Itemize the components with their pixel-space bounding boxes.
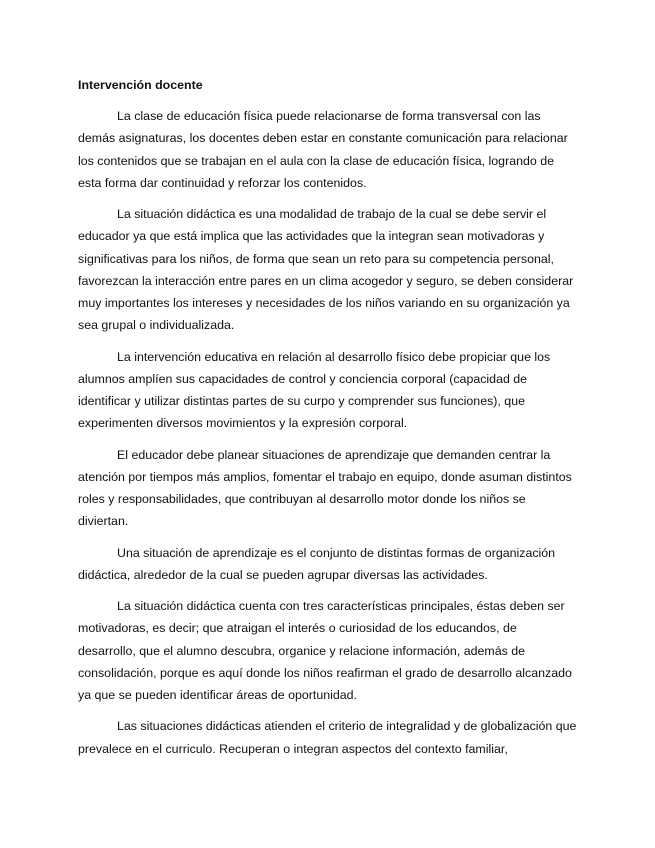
paragraph-5: Una situación de aprendizaje es el conjunto de distintas formas de organización didáctica, alrededor de la cual se pueden agrupar diversas las actividades. [78, 545, 556, 582]
paragraph-1: La clase de educación física puede relacionarse de forma transversal con las demás asignaturas, los docentes deben estar en constante comunicación para relacionar los contenidos que se trabajan en el aula con la clase de educación física, logrando de esta forma dar continuidad y reforzar los contenidos. [78, 109, 568, 190]
paragraph-3: La intervención educativa en relación al desarrollo físico debe propiciar que los alumnos amplíen sus capacidades de control y conciencia corporal (capacidad de identificar y utilizar distintas partes de su curpo y comprender sus funciones), que experimenten diversos movimientos y la expresión corporal. [78, 349, 551, 431]
paragraph-6: La situación didáctica cuenta con tres características principales, éstas deben ser motivadoras, es decir; que atraigan el interés o curiosidad de los educandos, de desarrollo, que el alumno descubra, organice y relacione información, además de consolidación, porque es aquí donde los niños reafirman el grado de desarrollo alcanzado ya que se pueden identificar áreas de oportunidad. [78, 598, 572, 703]
paragraph-2: La situación didáctica es una modalidad de trabajo de la cual se debe servir el educador ya que está implica que las actividades que la integran sean motivadoras y significativas para los niños, de forma que sean un reto para su competencia personal, favorezcan la interacción entre pares en un clima acogedor y seguro, se deben considerar muy importantes los intereses y necesidades de los niños variando en su organización ya sea grupal o individualizada. [78, 206, 574, 333]
section-heading: Intervención docente [78, 78, 203, 92]
paragraph-7: Las situaciones didácticas atienden el criterio de integralidad y de globalización que prevalece en el curriculo. Recuperan o integran aspectos del contexto familiar, [78, 719, 577, 756]
paragraph-4: El educador debe planear situaciones de aprendizaje que demanden centrar la atención por tiempos más amplios, fomentar el trabajo en equipo, donde asuman distintos roles y responsabilidades, que contribuyan al desarrollo motor donde los niños se diviertan. [78, 447, 572, 529]
